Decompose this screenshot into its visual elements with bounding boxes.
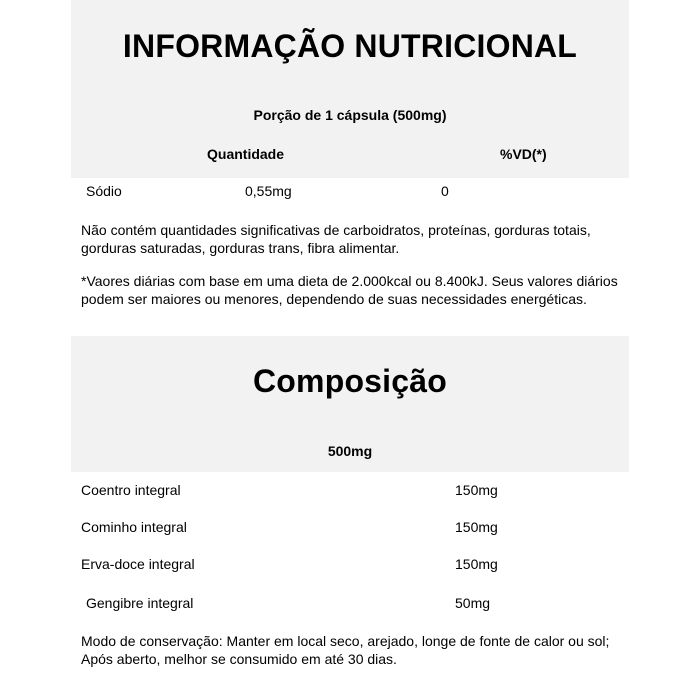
ingredient-name: Coentro integral [81,482,181,498]
insignificant-nutrients-note: Não contém quantidades significativas de carboidratos, proteínas, gorduras totais, gorduras saturadas, gorduras trans, fibra alimentar. [81,222,591,256]
nutrition-title: INFORMAÇÃO NUTRICIONAL [122,28,578,64]
column-header-quantity: Quantidade [207,146,285,162]
nutrient-daily-value: 0 [441,183,449,199]
composition-total: 500mg [327,443,373,459]
composition-title: Composição [252,363,448,399]
ingredient-amount: 150mg [455,519,498,535]
column-header-daily-value: %VD(*) [500,146,547,162]
daily-values-footnote: *Vaores diárias com base em uma dieta de 2.000kcal ou 8.400kJ. Seus valores diários podem ser maiores ou menores, dependendo de suas necessidades energéticas. [81,273,618,307]
ingredient-amount: 50mg [455,595,491,611]
serving-size: Porção de 1 cápsula (500mg) [253,107,447,123]
nutrient-name: Sódio [86,183,122,199]
storage-instructions: Modo de conservação: Manter em local seco, arejado, longe de fonte de calor ou sol; Após aberto, melhor se consumido em até 30 dias. [81,633,610,667]
ingredient-name: Gengibre integral [86,595,194,611]
ingredient-amount: 150mg [455,482,498,498]
ingredient-amount: 150mg [455,556,498,572]
ingredient-name: Erva-doce integral [81,556,195,572]
ingredient-name: Cominho integral [81,519,187,535]
nutrient-quantity: 0,55mg [245,183,292,199]
